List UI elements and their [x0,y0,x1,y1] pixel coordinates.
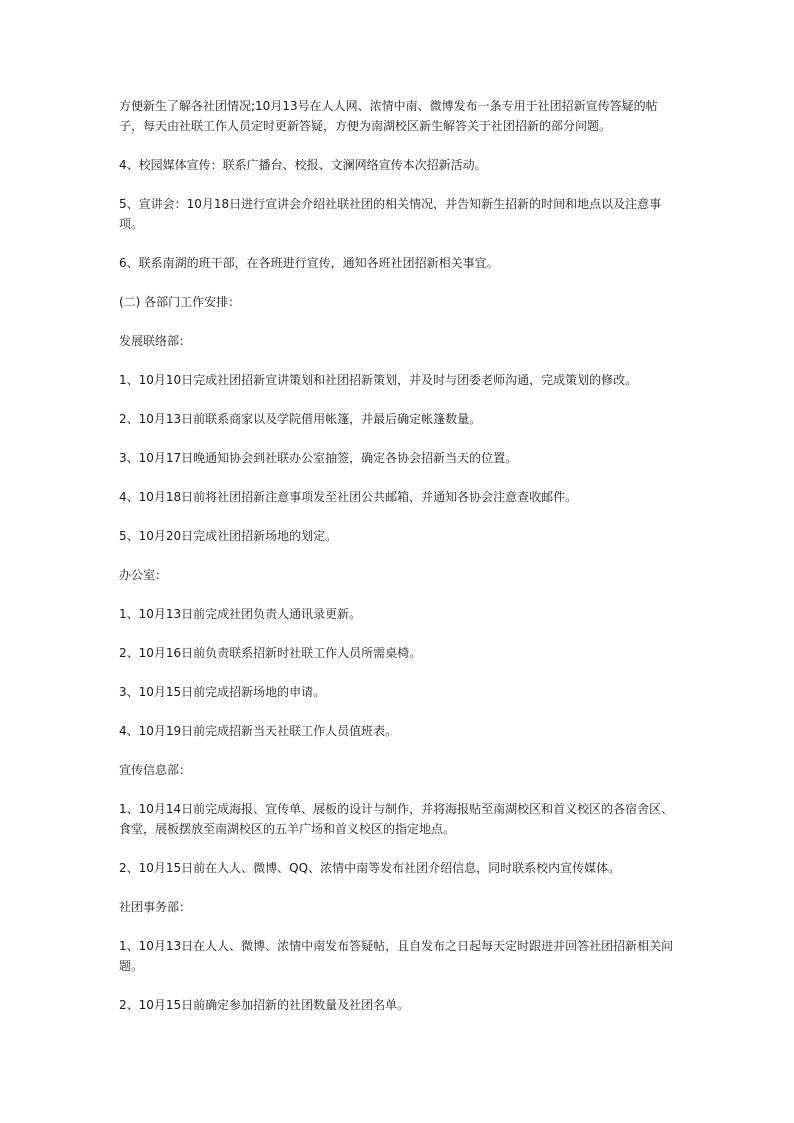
department-heading-office: 办公室： [119,568,168,582]
paragraph-continuation: 方便新生了解各社团情况;10月13号在人人网、浓情中南、微博发布一条专用于社团招新宣传答疑的帖子，每天由社联工作人员定时更新答疑，方便为南湖校区新生解答关于社团招新的部分问题。 [119,99,658,133]
list-item: 2、10月16日前负责联系招新时社联工作人员所需桌椅。 [119,646,422,660]
list-item: 5、10月20日完成社团招新场地的划定。 [119,529,338,543]
list-item: 2、10月15日前在人人、微博、QQ、浓情中南等发布社团介绍信息，同时联系校内宣传媒体。 [119,861,621,875]
paragraph-class-leaders: 6、联系南湖的班干部，在各班进行宣传，通知各班社团招新相关事宜。 [119,256,499,270]
list-item: 1、10月10日完成社团招新宣讲策划和社团招新策划，并及时与团委老师沟通，完成策划的修改。 [119,373,638,387]
paragraph-briefing: 5、宣讲会：10月18日进行宣讲会介绍社联社团的相关情况，并告知新生招新的时间和地点以及注意事项。 [119,197,662,231]
department-heading-publicity: 宣传信息部： [119,763,192,777]
document-page [119,96,679,1034]
paragraph-media-publicity: 4、校园媒体宣传：联系广播台、校报、文澜网络宣传本次招新活动。 [119,158,487,172]
list-item: 3、10月15日前完成招新场地的申请。 [119,685,326,699]
list-item: 2、10月15日前确定参加招新的社团数量及社团名单。 [119,998,410,1012]
list-item: 4、10月18日前将社团招新注意事项发至社团公共邮箱，并通知各协会注意查收邮件。 [119,490,578,504]
list-item: 3、10月17日晚通知协会到社联办公室抽签，确定各协会招新当天的位置。 [119,451,518,465]
department-heading-development: 发展联络部： [119,334,192,348]
list-item: 1、10月13日前完成社团负责人通讯录更新。 [119,607,362,621]
department-heading-club-affairs: 社团事务部： [119,900,192,914]
list-item: 1、10月13日在人人、微博、浓情中南发布答疑帖，且自发布之日起每天定时跟进并回答社团招新相关问题。 [119,939,674,973]
section-heading-department-arrangement: (二) 各部门工作安排： [119,295,241,309]
list-item: 2、10月13日前联系商家以及学院借用帐篷，并最后确定帐篷数量。 [119,412,482,426]
list-item: 1、10月14日前完成海报、宣传单、展板的设计与制作，并将海报贴至南湖校区和首义校区的各宿舍区、食堂，展板摆放至南湖校区的五羊广场和首义校区的指定地点。 [119,802,674,836]
list-item: 4、10月19日前完成招新当天社联工作人员值班表。 [119,724,398,738]
